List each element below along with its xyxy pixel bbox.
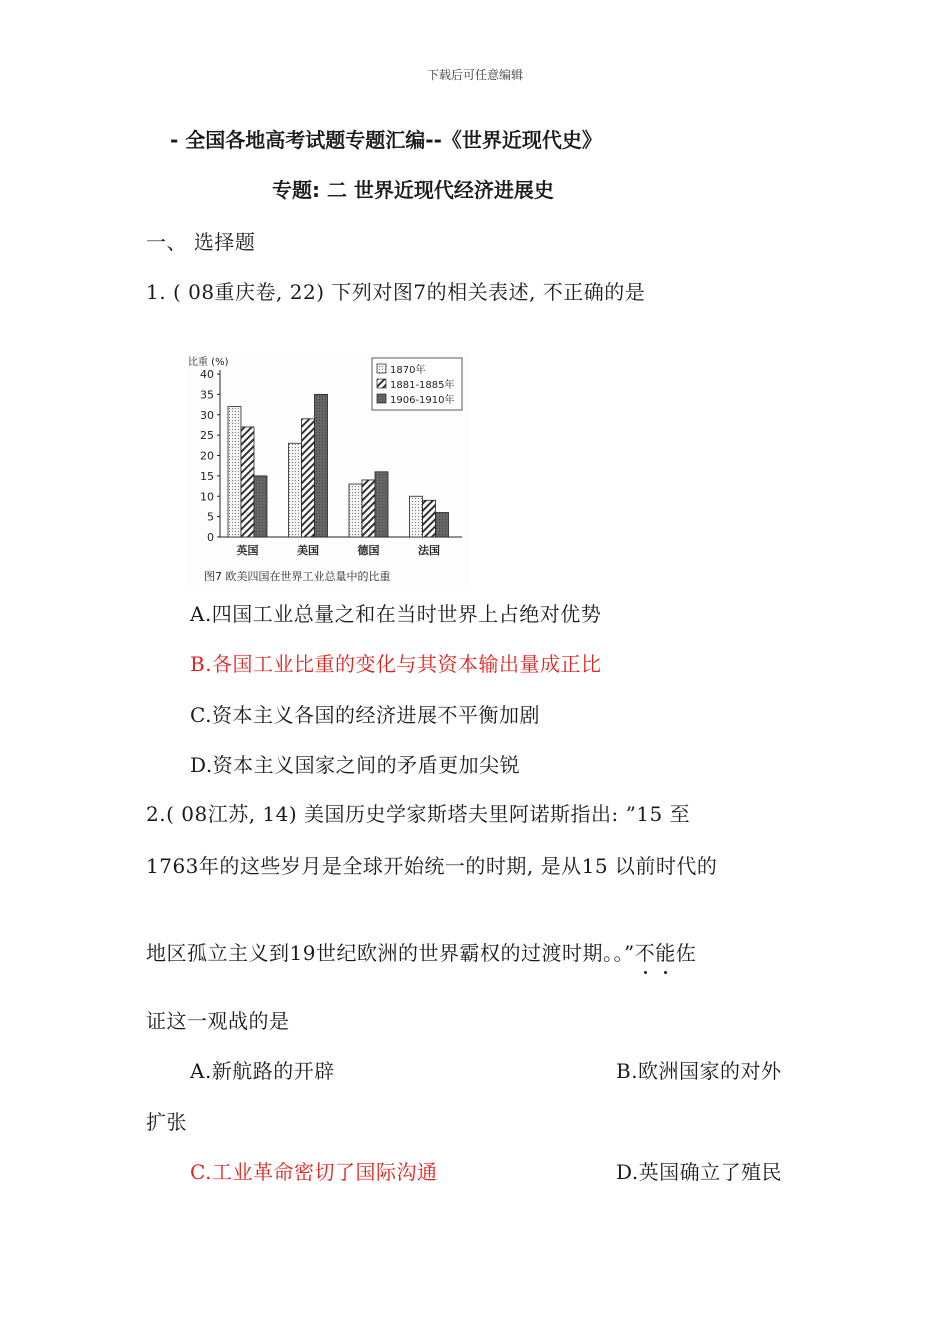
bar xyxy=(289,443,302,537)
document-title: - 全国各地高考试题专题汇编--《世界近现代史》 xyxy=(170,128,602,152)
legend-swatch xyxy=(377,379,386,388)
y-tick-label: 0 xyxy=(207,531,214,544)
bar xyxy=(302,419,315,537)
figure-7-chart xyxy=(186,350,470,590)
question-2-line-3 xyxy=(146,937,696,966)
q1-option-a: A.四国工业总量之和在当时世界上占绝对优势 xyxy=(190,602,602,626)
q2-option-a: A.新航路的开辟 xyxy=(190,1059,335,1083)
category-label: 德国 xyxy=(357,544,380,557)
question-1-stem: 1. ( 08重庆卷, 22) 下列对图7的相关表述, 不正确的是 xyxy=(146,280,646,304)
question-2-line-4: 证这一观战的是 xyxy=(146,1009,290,1033)
y-tick-label: 40 xyxy=(200,368,214,381)
document-subtitle: 专题: 二 世界近现代经济进展史 xyxy=(272,178,554,202)
q1-option-c: C.资本主义各国的经济进展不平衡加剧 xyxy=(190,703,540,727)
bar xyxy=(349,484,362,537)
bar-chart xyxy=(186,350,470,590)
y-tick-label: 15 xyxy=(200,469,214,483)
y-tick-label: 35 xyxy=(200,388,214,402)
legend-label: 1906-1910年 xyxy=(390,395,455,406)
bar xyxy=(410,496,423,537)
bar xyxy=(315,394,328,537)
y-tick-label: 20 xyxy=(200,449,214,463)
question-2-line-2: 1763年的这些岁月是全球开始统一的时期, 是从15 以前时代的 xyxy=(146,854,718,878)
q2-option-b: B.欧洲国家的对外 xyxy=(616,1059,782,1083)
bar xyxy=(241,427,254,537)
category-label: 法国 xyxy=(418,544,440,557)
bar xyxy=(436,513,449,537)
bar xyxy=(375,472,388,537)
emphasis-char: 不 xyxy=(634,941,656,965)
y-tick-label: 10 xyxy=(200,490,214,504)
bar xyxy=(362,480,375,537)
bar xyxy=(228,407,241,537)
q2-option-c: C.工业革命密切了国际沟通 xyxy=(190,1160,438,1184)
category-label: 美国 xyxy=(297,544,319,557)
header-note: 下载后可任意编辑 xyxy=(426,68,523,82)
question-2-line-1: 2.( 08江苏, 14) 美国历史学家斯塔夫里阿诺斯指出: ”15 至 xyxy=(146,802,691,826)
legend-swatch xyxy=(377,364,386,373)
q1-option-b: B.各国工业比重的变化与其资本输出量成正比 xyxy=(190,652,602,676)
category-label: 英国 xyxy=(236,544,259,557)
emphasis-char: 能 xyxy=(655,941,676,965)
q2-option-d: D.英国确立了殖民 xyxy=(616,1160,783,1184)
bar xyxy=(254,476,267,537)
y-tick-label: 25 xyxy=(200,429,214,443)
legend-label: 1870年 xyxy=(390,365,426,376)
y-tick-label: 30 xyxy=(200,408,214,422)
q2-line3-text: 地区孤立主义到19世纪欧洲的世界霸权的过渡时期。。” xyxy=(146,941,635,965)
q1-option-d: D.资本主义国家之间的矛盾更加尖锐 xyxy=(190,753,521,777)
q2-option-b-continued: 扩张 xyxy=(146,1110,187,1134)
legend-swatch xyxy=(377,394,386,403)
bar xyxy=(423,500,436,537)
section-heading: 一、 选择题 xyxy=(146,230,256,254)
y-tick-label: 5 xyxy=(207,510,214,524)
legend-label: 1881-1885年 xyxy=(390,380,455,391)
y-axis-label: 比重 (%) xyxy=(188,357,229,368)
q2-line3-end: 佐 xyxy=(675,941,697,965)
figure-caption: 图7 欧美四国在世界工业总量中的比重 xyxy=(204,570,391,583)
